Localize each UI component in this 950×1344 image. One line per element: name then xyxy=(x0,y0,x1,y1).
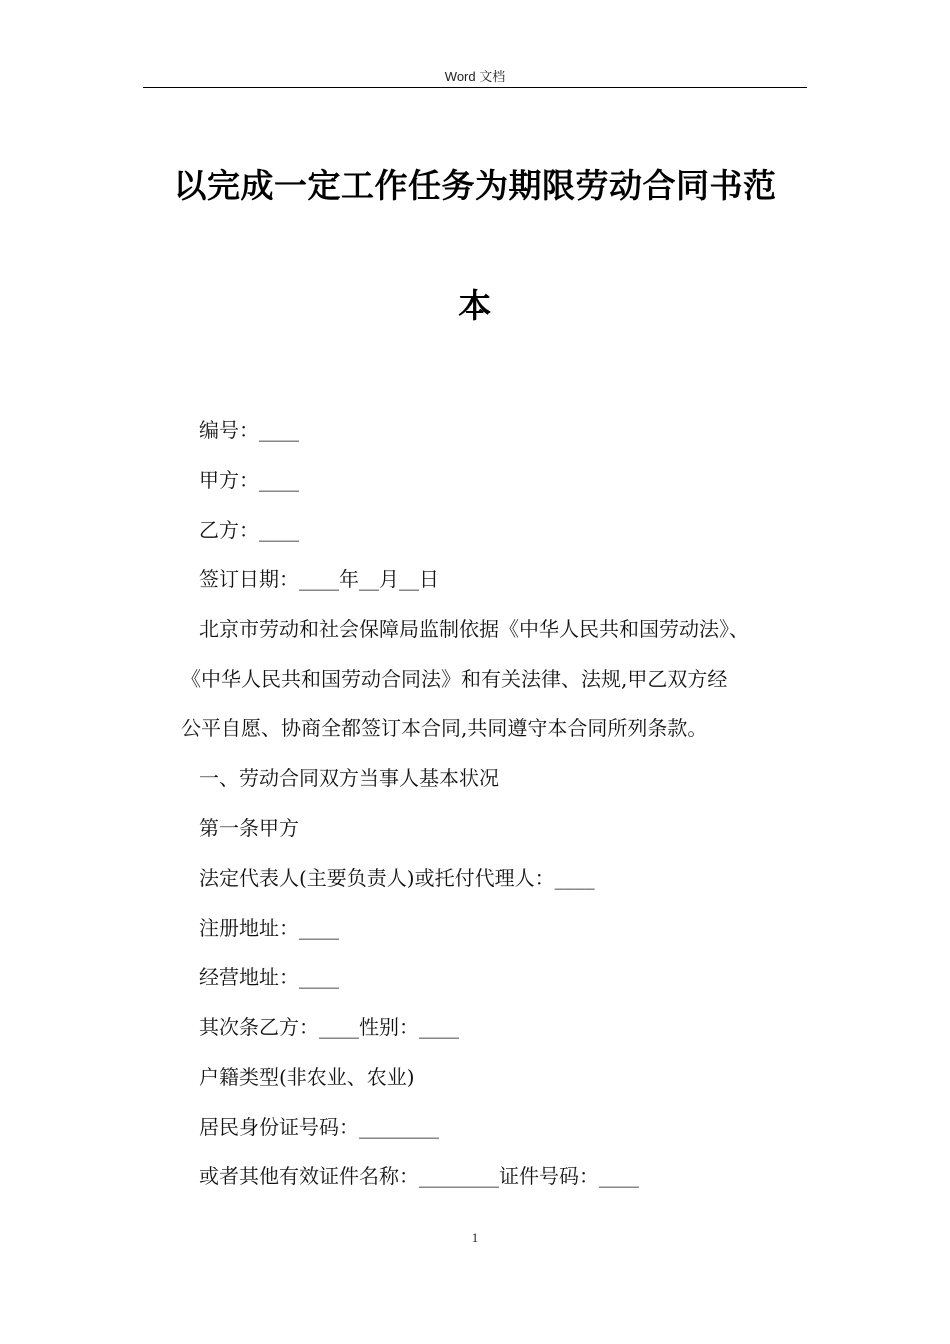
field-legal-representative: 法定代表人(主要负责人)或托付代理人：____ xyxy=(199,866,595,890)
field-contract-number: 编号：____ xyxy=(199,418,299,442)
intro-paragraph-line-3: 公平自愿、协商全都签订本合同,共同遵守本合同所列条款。 xyxy=(181,716,708,740)
intro-paragraph-line-1: 北京市劳动和社会保障局监制依据《中华人民共和国劳动法》、 xyxy=(199,617,749,641)
field-other-certificate: 或者其他有效证件名称：________证件号码：____ xyxy=(199,1164,639,1188)
field-business-address: 经营地址：____ xyxy=(199,965,339,989)
field-household-type: 户籍类型(非农业、农业) xyxy=(199,1065,415,1089)
field-registered-address: 注册地址：____ xyxy=(199,916,339,940)
field-id-number: 居民身份证号码：________ xyxy=(199,1115,439,1139)
page-header: Word 文档 xyxy=(444,69,506,84)
field-party-a: 甲方：____ xyxy=(199,468,299,492)
document-title-line-1: 以完成一定工作任务为期限劳动合同书范 xyxy=(173,166,777,205)
page-number: 1 xyxy=(471,1230,479,1245)
article-2-party-b: 其次条乙方：____性别：____ xyxy=(199,1015,459,1039)
field-party-b: 乙方：____ xyxy=(199,518,299,542)
intro-paragraph-line-2: 《中华人民共和国劳动合同法》和有关法律、法规,甲乙双方经 xyxy=(181,667,728,691)
header-divider xyxy=(143,87,807,88)
field-sign-date: 签订日期：____年__月__日 xyxy=(199,567,439,591)
article-1-party-a: 第一条甲方 xyxy=(199,816,299,840)
section-heading-parties: 一、劳动合同双方当事人基本状况 xyxy=(199,766,499,790)
document-title-line-2: 本 xyxy=(458,286,492,325)
